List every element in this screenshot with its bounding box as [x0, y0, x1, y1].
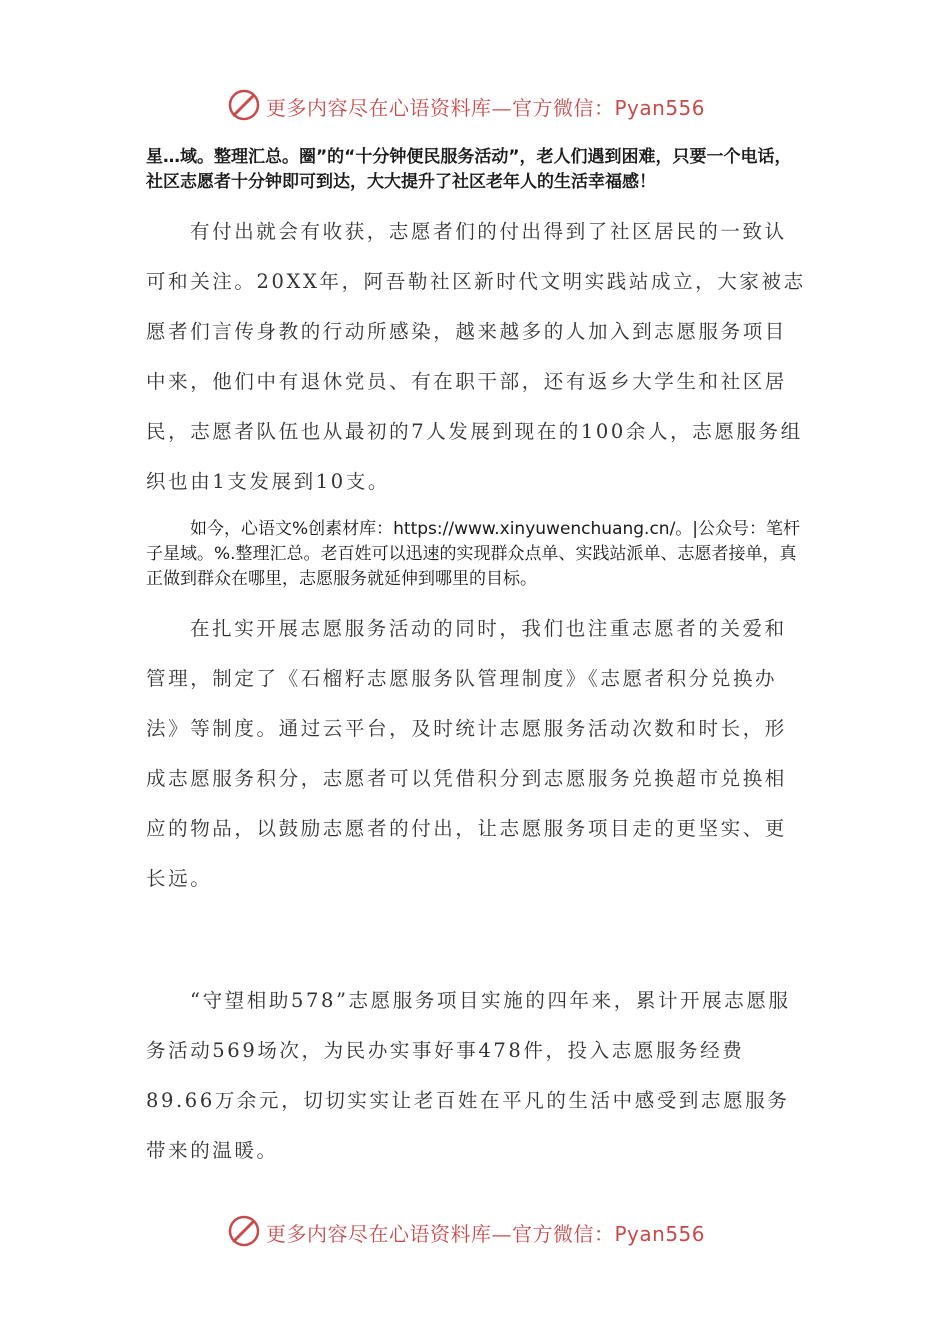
header-banner-text: 更多内容尽在心语资料库—官方微信： — [266, 96, 615, 120]
pen-logo-icon — [227, 1214, 261, 1248]
paragraph-1: 星…域。整理汇总。圈”的“十分钟便民服务活动”，老人们遇到困难，只要一个电话，社区志愿者十分钟即可到达，大大提升了社区老年人的生活幸福感！ — [146, 147, 792, 192]
footer-banner-text: 更多内容尽在心语资料库—官方微信： — [266, 1222, 615, 1246]
pen-logo-icon — [227, 88, 261, 122]
header-banner — [0, 86, 950, 126]
paragraph-3: 如今，心语文%创素材库：https://www.xinyuwenchuang.cn/。|公众号：笔杆子星域。%.整理汇总。老百姓可以迅速的实现群众点单、实践站派单、志愿者接单，真正做到群众在哪里，志愿服务就延伸到哪里的目标。 — [146, 519, 801, 589]
footer-wechat-id: Pyan556 — [614, 1222, 706, 1246]
header-wechat-id: Pyan556 — [614, 96, 706, 120]
paragraph-2: 有付出就会有收获，志愿者们的付出得到了社区居民的一致认可和关注。20XX年，阿吾勒社区新时代文明实践站成立，大家被志愿者们言传身教的行动所感染，越来越多的人加入到志愿服务项目中来，他们中有退休党员、有在职干部，还有返乡大学生和社区居民，志愿者队伍也从最初的7人发展到现在的100余人，志愿服务组织也由1支发展到10支。 — [146, 220, 806, 493]
footer-banner — [0, 1212, 950, 1252]
paragraph-5: “守望相助578”志愿服务项目实施的四年来，累计开展志愿服务活动569场次，为民办实事好事478件，投入志愿服务经费89.66万余元，切切实实让老百姓在平凡的生活中感受到志愿服务带来的温暖。 — [146, 989, 791, 1162]
paragraph-4: 在扎实开展志愿服务活动的同时，我们也注重志愿者的关爱和管理，制定了《石榴籽志愿服务队管理制度》《志愿者积分兑换办法》等制度。通过云平台，及时统计志愿服务活动次数和时长，形成志愿服务积分，志愿者可以凭借积分到志愿服务兑换超市兑换相应的物品，以鼓励志愿者的付出，让志愿服务项目走的更坚实、更长远。 — [146, 617, 787, 890]
